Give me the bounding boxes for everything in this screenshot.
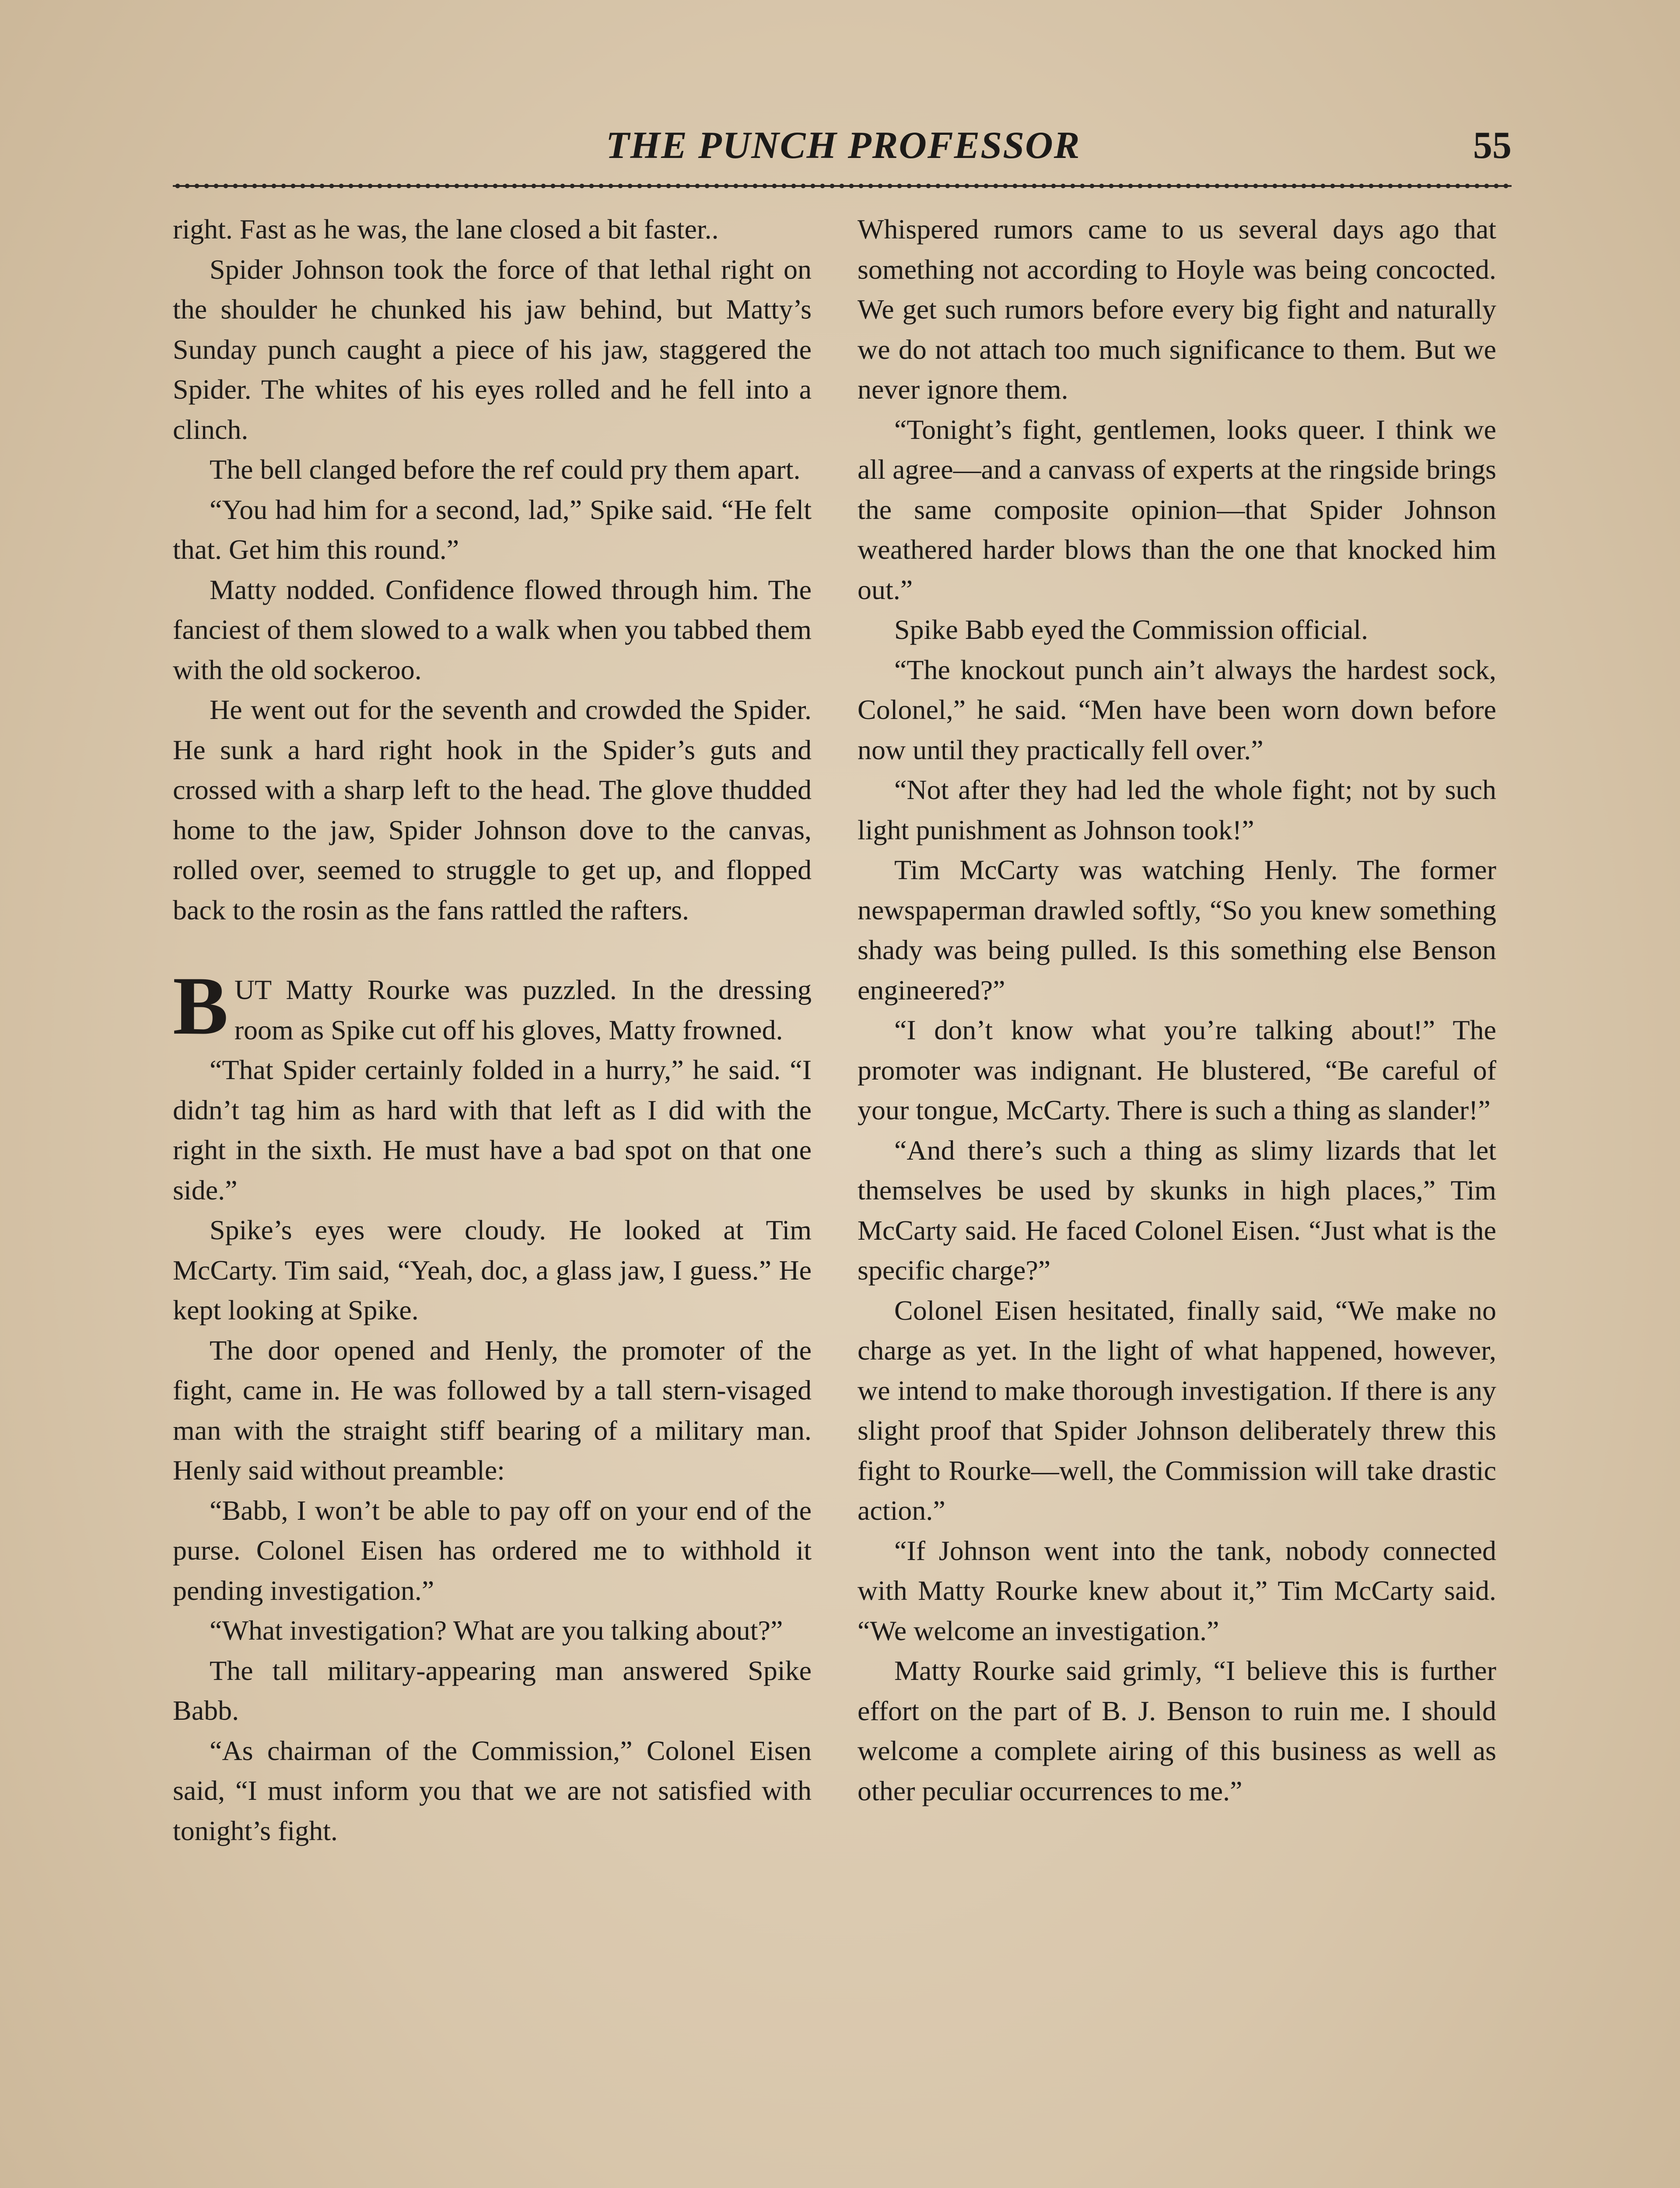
paragraph: “What investigation? What are you talking about?” [210,1615,783,1646]
header-dotted-rule [173,183,1512,189]
paragraph: “If Johnson went into the tank, nobody connected with Matty Rourke knew about it,” Tim McCarty said. “We welcome an investigation.” [858,1535,1496,1646]
paragraph: “That Spider certainly folded in a hurry,” he said. “I didn’t tag him as hard with that left as I did with the right in the sixth. He must have a bad spot on that one side.” [173,1054,812,1206]
paragraph: Spike Babb eyed the Commission official. [894,614,1368,645]
running-title: THE PUNCH PROFESSOR [606,124,1081,167]
paragraph: The door opened and Henly, the promoter of the fight, came in. He was followed by a tall stern-visaged man with the straight stiff bearing of a military man. Henly said without preamble: [173,1334,812,1486]
paragraph: Matty Rourke said grimly, “I believe this is further effort on the part of B. J. Benson to ruin me. I should welcome a complete airing of this business as well as other peculiar occurrences to me.” [858,1655,1496,1806]
paragraph: The bell clanged before the ref could pry them apart. [210,454,801,485]
section-opening-text: UT Matty Rourke was puzzled. In the dressing room as Spike cut off his gloves, Matty frowned. [234,974,812,1045]
paragraph: right. Fast as he was, the lane closed a bit faster.. [173,214,719,245]
paragraph: Colonel Eisen hesitated, finally said, “We make no charge as yet. In the light of what happened, however, we intend to make thorough investigation. If there is any slight proof that Spider Johnson deliberately threw this fight to Rourke—well, the Commission will take drastic action.” [858,1294,1496,1526]
drop-cap: B [173,960,228,1052]
paragraph: “And there’s such a thing as slimy lizards that let themselves be used by skunks in high places,” Tim McCarty said. He faced Colonel Eisen. “Just what is the specific charge?” [858,1134,1496,1286]
right-column [858,209,1496,1811]
paragraph: “The knockout punch ain’t always the hardest sock, Colonel,” he said. “Men have been worn down before now until they practically fell over.” [858,654,1496,765]
paragraph: Tim McCarty was watching Henly. The former newspaperman drawled softly, “So you knew something shady was being pulled. Is this something else Benson engineered?” [858,854,1496,1006]
section-opening-paragraph [173,960,812,1052]
paragraph: He went out for the seventh and crowded the Spider. He sunk a hard right hook in the Spider’s guts and crossed with a sharp left to the head. The glove thudded home to the jaw, Spider Johnson dove to the canvas, rolled over, seemed to struggle to get up, and flopped back to the rosin as the fans rattled the rafters. [173,694,812,926]
paragraph: “Not after they had led the whole fight; not by such light punishment as Johnson took!” [858,774,1496,845]
paragraph: The tall military-appearing man answered Spike Babb. [173,1655,812,1726]
page-header [173,123,1512,180]
paragraph: Spike’s eyes were cloudy. He looked at Tim McCarty. Tim said, “Yeah, doc, a glass jaw, I guess.” He kept looking at Spike. [173,1214,812,1325]
page-number: 55 [1473,124,1512,167]
paragraph: “You had him for a second, lad,” Spike said. “He felt that. Get him this round.” [173,494,812,565]
paragraph: “As chairman of the Commission,” Colonel Eisen said, “I must inform you that we are not satisfied with tonight’s fight. [173,1735,812,1846]
paragraph: “Tonight’s fight, gentlemen, looks queer. I think we all agree—and a canvass of experts at the ringside brings the same composite opinion—that Spider Johnson weathered harder blows than the one that knocked him out.” [858,414,1496,605]
paragraph: Whispered rumors came to us several days ago that something not according to Hoyle was being concocted. We get such rumors before every big fight and naturally we do not attach too much significance to them. But we never ignore them. [858,214,1496,405]
paragraph: Matty nodded. Confidence flowed through him. The fanciest of them slowed to a walk when you tabbed them with the old sockeroo. [173,574,812,685]
paragraph: Spider Johnson took the force of that lethal right on the shoulder he chunked his jaw behind, but Matty’s Sunday punch caught a piece of his jaw, staggered the Spider. The whites of his eyes rolled and he fell into a clinch. [173,253,812,445]
paragraph: “Babb, I won’t be able to pay off on your end of the purse. Colonel Eisen has ordered me to withhold it pending investigation.” [173,1494,812,1606]
paragraph: “I don’t know what you’re talking about!” The promoter was indignant. He blustered, “Be careful of your tongue, McCarty. There is such a thing as slander!” [858,1014,1496,1126]
left-column [173,209,812,1851]
